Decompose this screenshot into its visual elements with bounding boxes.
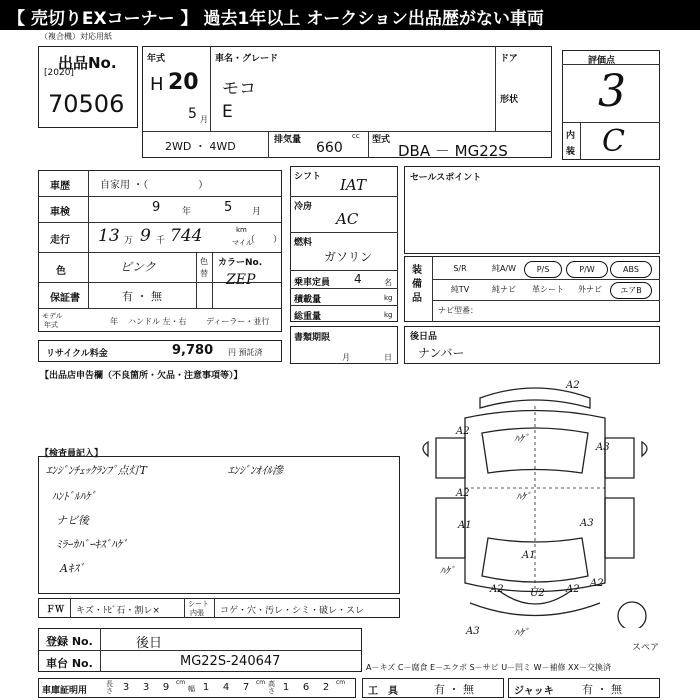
mileage-d2: 9 [140,226,151,246]
capacity-value: 4 [354,272,362,286]
warranty-value: 有 ・ 無 [122,290,162,303]
inspector-note-1: ｴﾝｼﾞﾝﾁｪｯｸﾗﾝﾌﾟ点灯T [46,464,147,477]
sheet-label-2: 内張 [190,609,204,617]
damage-mark: A1 [458,520,472,531]
navi-model-label: ナビ型番： [438,306,478,315]
damage-mark: ﾊｹﾞ [514,434,529,445]
registration-label: 登録 No. [46,635,93,648]
damage-mark: ﾊｹﾞ [514,628,529,639]
displacement-label: 排気量 [274,135,302,145]
damage-mark: A1 [522,550,536,561]
interior-label-1: 内 [566,131,576,141]
model-month: 5 [188,106,197,122]
equip-power-steering: P/S [524,261,562,278]
color-code-label: カラーNo. [218,258,263,268]
tools-value: 有 ・ 無 [434,683,474,696]
interior-label-2: 装 [566,147,576,157]
body-label: 形状 [500,95,519,105]
reg-period-label: 書類期限 [294,333,331,343]
inspection-year-unit: 年 [182,207,192,217]
model-year-value: 20 [168,70,199,95]
score-value: 3 [598,66,626,117]
car-grade: E [222,102,233,122]
fw-items: キズ・ﾄﾋﾞ石・割レ× [76,606,160,616]
lot-label: 出品No. [58,54,117,72]
color-change-2: 替 [200,269,208,278]
type-value: DBA － MG22S [398,142,508,160]
mileage-km: km [236,226,247,234]
interior-value: C [602,124,625,159]
score-label: 評価点 [588,56,616,66]
equip-navi: 純ナビ [492,285,516,294]
registration-value: 後日 [136,636,163,651]
damage-mark: A2 [566,380,580,391]
reg-period-day: 日 [384,353,392,362]
fuel-value: ガソリン [324,250,373,264]
equip-tv: 純TV [450,285,470,294]
inspector-note-3: ﾊﾝﾄﾞﾙﾊｹﾞ [52,490,96,503]
weight-label: 総重量 [294,312,322,322]
mileage-mile: マイル [232,239,253,247]
equip-alloy: 純A/W [491,264,517,273]
lot-year-tag: [2020] [44,68,74,78]
cert-width-digit: 7 [242,682,250,693]
damage-mark: A3 [466,626,480,637]
chassis-label: 車台 No. [46,657,93,670]
load-label: 積載量 [294,295,322,305]
later-items-value: ナンバー [418,346,465,360]
cert-length-label: 長さ [106,680,113,695]
cc-unit: cc [352,132,360,140]
cert-length-digit: 3 [122,682,130,693]
mileage-d1: 13 [98,226,120,246]
spare-label: スペア [632,643,660,653]
cert-height-unit: cm [336,679,346,686]
dealer-import: ディーラー・並行 [206,317,270,326]
reg-period-month: 月 [342,353,350,362]
door-label: ドア [500,54,518,64]
recycle-value: 9,780 [172,343,214,358]
cert-length-digit: 3 [142,682,150,693]
equip-power-window: P/W [566,261,608,278]
model-change-year: 年 [110,317,118,326]
history-label: 車歴 [50,181,70,192]
jack-label: ジャッキ [514,686,554,697]
recycle-unit: 円 預託済 [228,348,263,357]
cert-height-digit: 2 [322,682,330,693]
mileage-u2: 千 [156,236,166,246]
damage-legend: A－キズ C－腐食 E－エクボ S－サビ U－凹ミ W－補修 XX－交換済 [366,663,612,672]
color-code-value: ZEP [226,272,256,288]
displacement-value: 660 [316,140,343,156]
cert-height-digit: 6 [302,682,310,693]
jack-value: 有 ・ 無 [582,683,622,696]
mileage-u1: 万 [124,236,134,246]
capacity-label: 乗車定員 [294,278,331,288]
damage-mark: ﾊｹﾞ [516,492,531,503]
seller-notes-label: 【出品店申告欄（不良箇所・欠品・注意事項等）】 [40,371,243,381]
color-value: ピンク [120,260,156,274]
damage-mark: A2 [490,584,504,595]
inspector-note-4: ナビ後 [56,514,89,527]
cert-length-unit: cm [176,679,186,686]
fuel-label: 燃料 [294,238,313,248]
damage-mark: A2 [590,578,604,589]
month-unit: 月 [200,115,208,124]
history-value: 自家用 ・（ ） [100,180,209,191]
cert-length-digit: 9 [162,682,170,693]
inspection-month: 5 [224,200,233,215]
inspector-label: 【検査員記入】 [40,449,104,459]
color-change-1: 色 [200,257,208,266]
handle-side: ハンドル 左・右 [128,317,187,326]
cert-width-unit: cm [256,679,266,686]
car-name-label: 車名・グレード [215,54,279,64]
inspection-year: 9 [152,200,161,215]
later-items-label: 後日品 [410,332,438,342]
inspector-note-6: Aｷｽﾞ [60,562,85,575]
damage-mark: A3 [580,518,594,529]
model-year-label: 年式 [147,54,166,64]
damage-mark: A2 [566,584,580,595]
warranty-label: 保証書 [50,293,80,304]
cert-label: 車庫証明用 [42,686,88,696]
cert-width-label: 幅 [188,685,195,693]
damage-mark: A3 [596,442,610,453]
sheet-label-1: シート [188,600,209,608]
capacity-unit: 名 [384,278,392,287]
sales-point-label: セールスポイント [410,173,482,183]
model-change-label-1: モデル [42,312,63,320]
inspection-month-unit: 月 [252,207,262,217]
sheet-subnote: （複合機）対応用紙 [40,32,112,41]
equip-leather: 革シート [532,285,564,294]
equip-abs: ABS [610,261,652,278]
color-label: 色 [56,266,66,277]
drive-type: 2WD ・ 4WD [165,140,236,153]
mileage-paren: （ ） [246,235,283,245]
equip-airbag: エアB [610,282,652,299]
car-name: モコ [222,79,256,99]
load-unit: kg [384,294,393,302]
damage-mark: U2 [530,588,545,599]
tools-label: 工 具 [368,686,398,697]
fw-label: ＦＷ [46,605,65,615]
recycle-label: リサイクル料金 [46,349,108,359]
cert-width-digit: 4 [222,682,230,693]
equip-sunroof: S/R [453,264,467,273]
type-label: 型式 [372,135,391,145]
equip-ext-navi: 外ナビ [578,285,602,294]
cert-width-digit: 1 [202,682,210,693]
chassis-value: MG22S-240647 [180,654,281,669]
aircon-value: AC [336,210,359,228]
model-change-label-2: 年式 [44,321,58,329]
damage-mark: A2 [456,488,470,499]
cert-height-digit: 1 [282,682,290,693]
damage-mark: ﾊｹﾞ [440,566,455,577]
banner-text: 【 売切りEXコーナー 】 過去1年以上 オークション出品歴がない車両 [8,9,544,29]
inspection-label: 車検 [50,207,70,218]
shift-value: IAT [340,176,366,194]
mileage-d3: 744 [170,226,203,246]
aircon-label: 冷房 [294,202,313,212]
weight-unit: kg [384,311,393,319]
lot-number: 70506 [48,90,125,118]
damage-mark: A2 [456,426,470,437]
mileage-label: 走行 [50,235,70,246]
cert-height-label: 高さ [268,680,275,695]
equipment-label: 装備品 [412,265,422,304]
era: H [150,74,164,95]
inspector-note-2: ｴﾝｼﾞﾝｵｲﾙ滲 [228,464,283,477]
sheet-items: コゲ・穴・汚レ・シミ・破レ・スレ [220,606,365,616]
shift-label: シフト [294,172,322,182]
inspector-note-5: ﾐﾗｰｶﾊﾞｰｷｽﾞﾊｹﾞ [56,538,128,551]
